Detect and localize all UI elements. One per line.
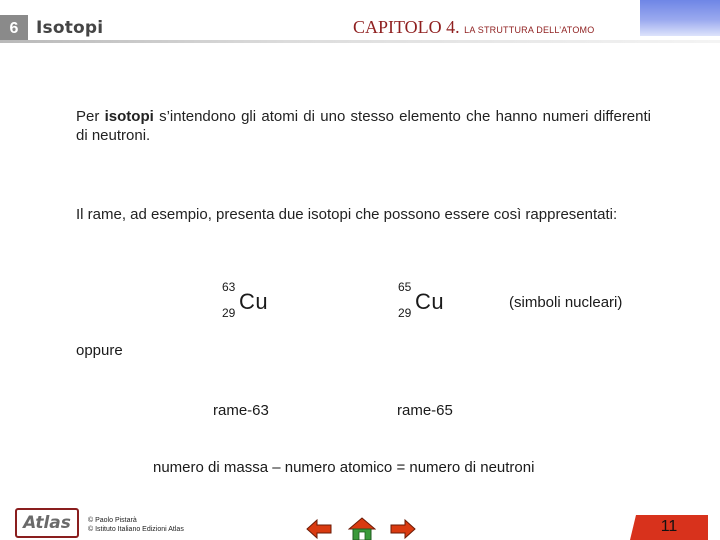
page-number: 11 bbox=[660, 518, 678, 535]
forward-button[interactable] bbox=[389, 517, 417, 540]
chapter-number-badge: 6 bbox=[0, 15, 28, 43]
atomic-number: 29 bbox=[398, 306, 412, 320]
definition-rest: s’intendono gli atomi di uno stesso elemento che hanno numeri differenti di neutroni. bbox=[76, 108, 651, 144]
chapter-title bbox=[353, 17, 594, 38]
isotope-name-65: rame-65 bbox=[397, 402, 453, 419]
atomic-number: 29 bbox=[222, 306, 236, 320]
nuclear-symbols-note: (simboli nucleari) bbox=[509, 294, 623, 311]
logo-text: Atlas bbox=[23, 513, 71, 533]
isotope-name-63: rame-63 bbox=[213, 402, 269, 419]
chapter-subtitle: LA STRUTTURA DELL’ATOMO bbox=[464, 25, 595, 35]
definition-term: isotopi bbox=[104, 108, 154, 125]
home-button[interactable] bbox=[348, 517, 376, 540]
neutron-formula: numero di massa – numero atomico = numero di neutroni bbox=[153, 459, 535, 476]
element-symbol: Cu bbox=[415, 289, 445, 314]
credit-author: © Paolo Pistarà bbox=[88, 517, 137, 524]
mass-number: 63 bbox=[222, 280, 236, 294]
header-divider bbox=[0, 40, 720, 43]
arrow-right-icon bbox=[389, 517, 417, 540]
nuclide-cu-65 bbox=[398, 280, 458, 330]
definition-paragraph bbox=[76, 107, 651, 145]
topic-title: Isotopi bbox=[36, 18, 104, 38]
mass-number: 65 bbox=[398, 280, 412, 294]
atlas-logo bbox=[15, 508, 79, 538]
nuclide-cu-63 bbox=[222, 280, 282, 330]
header-corner-decoration bbox=[640, 0, 720, 36]
arrow-left-icon bbox=[305, 517, 333, 540]
home-icon bbox=[348, 517, 376, 540]
definition-start: Per bbox=[76, 108, 105, 125]
element-symbol: Cu bbox=[239, 289, 269, 314]
chapter-label: CAPITOLO 4. bbox=[353, 17, 460, 37]
back-button[interactable] bbox=[305, 517, 333, 540]
oppure-label: oppure bbox=[76, 342, 123, 359]
credit-publisher: © Istituto Italiano Edizioni Atlas bbox=[88, 526, 184, 533]
page-number-badge bbox=[630, 515, 708, 540]
example-paragraph: Il rame, ad esempio, presenta due isotopi che possono essere così rappresentati: bbox=[76, 206, 618, 223]
credits bbox=[88, 516, 184, 534]
